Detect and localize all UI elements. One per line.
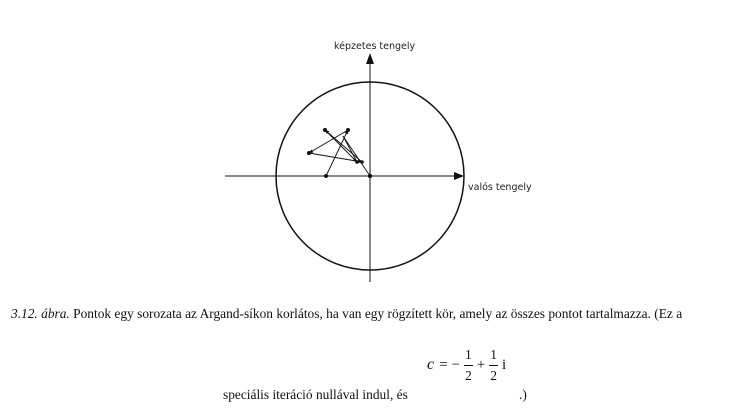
point-sequence — [309, 130, 370, 176]
fraction-numerator: 1 — [465, 347, 472, 362]
imaginary-axis-arrowhead — [366, 53, 374, 64]
point — [323, 128, 327, 132]
point-origin — [368, 174, 372, 178]
figure-caption — [11, 306, 682, 322]
fraction-one-half — [489, 348, 498, 382]
figure-number: 3.12. ábra. — [11, 306, 70, 321]
point — [360, 160, 364, 164]
caption-continuation: speciális iteráció nullával indul, és — [223, 387, 408, 402]
formula-plus: + — [476, 356, 486, 373]
formula-equals: = — [439, 356, 448, 373]
fraction-one-half — [464, 348, 473, 382]
imaginary-unit: i — [502, 356, 507, 373]
formula-minus: − — [451, 356, 461, 373]
fraction-denominator: 2 — [489, 365, 498, 383]
point — [346, 128, 350, 132]
caption-closing: .) — [519, 387, 527, 402]
point — [307, 151, 311, 155]
fraction-numerator: 1 — [490, 347, 498, 362]
sequence-points — [307, 128, 372, 178]
imaginary-axis-label: képzetes tengely — [334, 41, 416, 52]
real-axis-label: valós tengely — [468, 182, 532, 193]
fraction-denominator: 2 — [464, 365, 473, 383]
point — [355, 160, 359, 164]
formula-variable: c — [427, 356, 435, 373]
caption-text: Pontok egy sorozata az Argand-síkon korlátos, ha van egy rögzített kör, amely az összes pontot tartalmazza. (Ez a — [73, 306, 683, 321]
formula — [427, 340, 506, 390]
real-axis-arrowhead — [454, 172, 464, 180]
point — [324, 174, 328, 178]
